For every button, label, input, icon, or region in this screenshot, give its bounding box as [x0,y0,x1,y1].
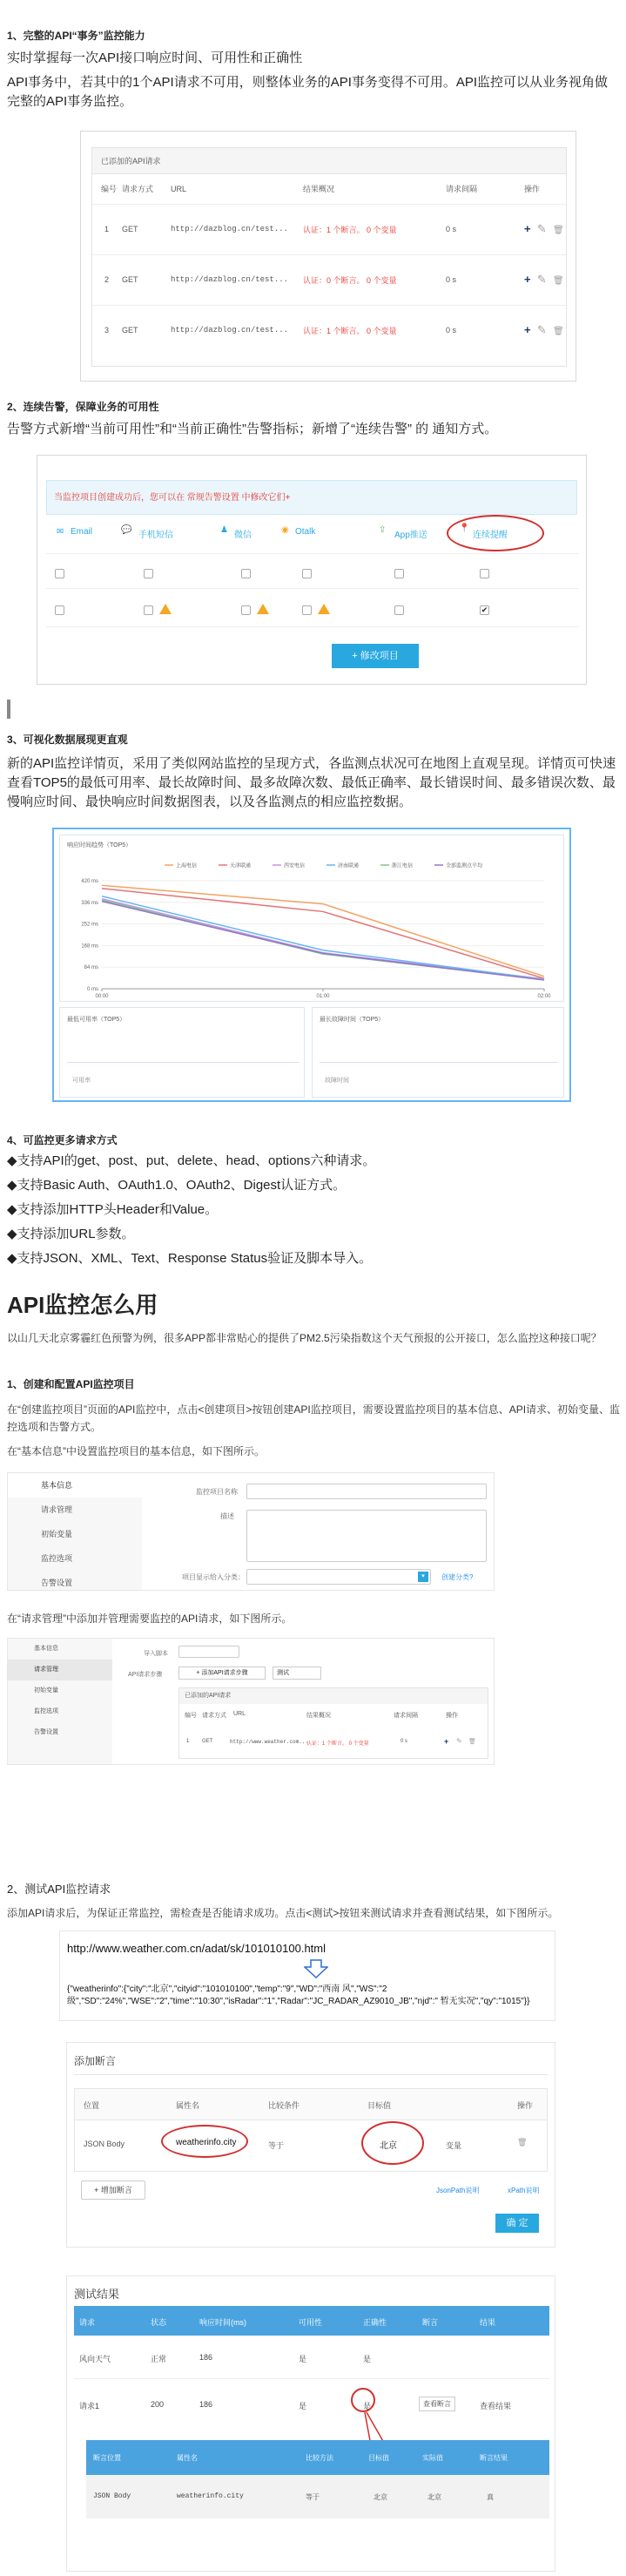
cell-method: GET [122,275,138,284]
y-tick-label: 0 ms [86,987,98,992]
checkbox[interactable] [394,605,404,615]
cell-interval: 0 s [446,225,457,233]
assert-result-row [86,2475,549,2519]
col-header: 比较方法 [306,2454,333,2462]
add-assertion-screenshot [66,2042,555,2248]
section-2-title: 2、连续告警，保障业务的可用性 [7,401,159,413]
highlight-circle [161,2125,248,2158]
cell-no: 3 [104,326,110,335]
warning-icon [159,604,172,614]
step-1-p: 在“创建监控项目”页面的API监控中，点击<创建项目>按钮创建API监控项目，需要设置监控项目的基本信息、API请求、初始变量、监控选项和告警方式。 [7,1403,621,1433]
checkbox[interactable] [55,569,64,578]
result-header [74,2306,549,2336]
marker [7,700,10,719]
col-header: 比较条件 [268,2101,300,2110]
result-row [74,2336,549,2379]
cell-interval: 0 s [446,275,457,284]
cell-url: http://www.weather.com... [230,1739,309,1745]
feature-item: ◆支持JSON、XML、Text、Response Status验证及脚本导入。 [7,1251,373,1266]
col-header: 属性名 [177,2454,198,2462]
x-tick-label: 00:00 [95,994,109,999]
channel-wechat[interactable]: 微信 [234,531,252,540]
request-url: http://www.weather.com.cn/adat/sk/101010100.html [67,1942,326,1955]
add-icon[interactable]: + [524,273,531,286]
section-1-p1: 实时掌握每一次API接口响应时间、可用性和正确性 [7,51,303,65]
feature-item: ◆支持添加HTTP头Header和Value。 [7,1202,219,1217]
col-header: 位置 [84,2101,100,2110]
table-row [92,204,566,254]
assert-result-header [86,2440,549,2475]
cell-url: http://dazblog.cn/test... [171,326,289,335]
col-header: 可用性 [299,2318,323,2327]
cell: 186 [199,2353,213,2362]
add-icon[interactable]: + [444,1737,449,1746]
add-step-button[interactable]: + 添加API请求步骤 [178,1667,266,1680]
delete-icon[interactable]: 🗑 [468,1739,476,1745]
nav-init-vars[interactable]: 初始变量 [34,1687,58,1694]
checkbox[interactable] [302,605,312,615]
col-header: 请求 [79,2318,96,2327]
add-icon[interactable]: + [524,222,531,235]
col-header: 结果概况 [303,185,335,194]
checkbox[interactable] [241,605,251,615]
cell-compare[interactable]: 等于 [268,2141,285,2150]
test-response-screenshot [59,1930,555,2021]
cell: 是 [299,2402,307,2410]
col-header: 断言 [422,2318,439,2327]
x-tick-label: 02:00 [537,994,551,999]
cell-method: GET [202,1739,213,1744]
channel-app[interactable]: App推送 [394,531,427,540]
edit-icon[interactable]: ✎ [536,222,547,235]
cell-method: GET [122,326,138,335]
table-caption: 已添加的API请求 [179,1688,488,1704]
col-header: 请求方式 [202,1713,226,1719]
legend-label: 西安电信 [284,863,306,869]
col-header: URL [171,184,187,193]
col-header: 断言结果 [480,2454,508,2462]
delete-icon[interactable]: 🗑 [517,2138,528,2147]
description-textarea[interactable] [246,1510,487,1562]
delete-icon[interactable]: 🗑 [552,327,564,337]
detail-page-screenshot [52,828,571,1102]
checkbox[interactable] [394,569,404,578]
assert-title: 添加断言 [74,2055,117,2067]
col-header: 属性名 [176,2101,200,2110]
howto-intro: 以山几天北京雾霾红色预警为例，很多APP都非常贴心的提供了PM2.5污染指数这个天气预报的公开接口，怎么监控这种接口呢？ [7,1332,602,1344]
checkbox[interactable] [302,569,312,578]
cell: 等于 [306,2493,320,2501]
highlight-circle [447,515,544,551]
section-2-p: 告警方式新增“当前可用性”和“当前正确性”告警指标；新增了“连续告警” 的 通知方式。 [7,422,498,436]
header-row [75,2089,547,2120]
availability-panel [59,1007,305,1098]
highlight-circle [361,2121,424,2165]
step-1-p3: 在“请求管理”中添加并管理需要监控的API请求，如下图所示。 [7,1613,293,1625]
test-result-screenshot [66,2275,555,2572]
col-header: 目标值 [367,2101,392,2110]
cell-summary: 认证：0 个断言。 0 个变量 [303,275,397,285]
warning-icon [318,604,330,614]
col-header: 响应时间(ms) [199,2318,246,2327]
cell: 是 [363,2355,372,2363]
panel-sub: 可用率 [72,1078,91,1084]
nav-alert-settings[interactable]: 告警设置 [41,1579,73,1587]
section-1-title: 1、完整的API“事务”监控能力 [7,30,145,42]
confirm-button[interactable]: 确 定 [495,2214,539,2233]
x-tick-label: 01:00 [316,994,330,999]
col-header: 编号 [101,185,118,194]
col-header: URL [233,1711,246,1717]
cell: 请求1 [79,2402,100,2410]
delete-icon[interactable]: 🗑 [552,276,564,286]
cell-method: GET [122,225,138,233]
nav-basic-info[interactable]: 基本信息 [34,1646,58,1652]
feature-item: ◆支持API的get、post、put、delete、head、options六种请求。 [7,1153,376,1168]
jsonpath-link[interactable]: JsonPath说明 [436,2187,480,2194]
cell: weatherinfo.city [177,2492,244,2500]
import-input[interactable] [178,1646,239,1658]
arrow-down-icon [304,1959,328,1978]
response-json: {"weatherinfo":{"city":"北京","cityid":"101010100","temp":"9","WD":"西南 风","WS":"2 级","SD":"24%","WSE":"2","time":"10:30","isRadar":"1","Radar":"JC_RADAR_AZ9010_JB","njd":" 暂无实况","qy":"1015"}} [67,1984,530,2006]
step-1-title: 1、创建和配置API监控项目 [7,1378,135,1390]
col-header: 操作 [524,185,541,194]
cell: 北京 [427,2493,441,2501]
cell: 真 [487,2493,494,2501]
feature-item: ◆支持Basic Auth、OAuth1.0、OAuth2、Digest认证方式。 [7,1178,347,1193]
checkbox[interactable] [241,569,251,578]
series-line [102,885,544,977]
col-header: 结果概况 [306,1713,331,1719]
col-header: 实际值 [422,2454,443,2462]
nav-init-vars[interactable]: 初始变量 [41,1530,73,1538]
checkbox[interactable] [480,569,489,578]
cell: 北京 [374,2493,387,2501]
panel-title: 最低可用率（TOP5） [67,1017,126,1023]
channel-email[interactable]: Email [71,527,93,537]
channel-continuous[interactable]: 连续提醒 [473,531,508,540]
label-category: 项目显示给入分类： [182,1573,245,1581]
nav-request-mgmt[interactable]: 请求管理 [8,1660,112,1680]
channel-otalk[interactable]: Otalk [295,527,316,537]
col-header: 断言位置 [93,2454,121,2462]
section-1-p2: API事务中，若其中的1个API请求不可用，则整体业务的API事务变得不可用。API监控可以从业务视角做完整的API事务监控。 [7,75,609,109]
pin-icon: 📍 [459,524,470,533]
assert-row [75,2120,547,2171]
step-2-title: 2、测试API监控请求 [7,1883,111,1896]
cell-no: 1 [104,225,110,233]
wechat-icon: ♟ [220,525,228,535]
col-header: 正确性 [363,2318,387,2327]
edit-icon[interactable]: ✎ [536,273,547,286]
fault-panel [312,1007,564,1098]
result-title: 测试结果 [74,2288,120,2301]
checkbox[interactable] [55,605,64,615]
cell-interval: 0 s [446,326,457,335]
label-description: 描述 [220,1512,234,1520]
cell: 200 [151,2400,165,2409]
panel-sub: 故障时间 [325,1078,349,1084]
cell-url: http://dazblog.cn/test... [171,225,289,233]
cell-summary: 认证：1 个断言。 0 个变量 [303,326,397,335]
email-icon: ✉ [57,527,64,537]
step-2-p: 添加API请求后，为保证正常监控，需检查是否能请求成功。点击<测试>按钮来测试请求并查看测试结果，如下图所示。 [7,1907,559,1919]
cell-attr[interactable]: weatherinfo.city [176,2138,237,2147]
view-result-link[interactable]: 查看结果 [480,2402,512,2410]
sms-icon: 💬 [121,525,132,535]
channel-sms[interactable]: 手机短信 [138,531,173,540]
legend-label: 济南联通 [338,863,360,869]
cell-position: JSON Body [84,2140,125,2148]
section-3-title: 3、可视化数据展现更直观 [7,734,128,746]
checkbox-checked[interactable]: ✔ [481,605,488,614]
col-header: 请求间隔 [446,185,478,194]
legend-label: 全部监测点平均 [446,863,483,869]
label-import: 导入脚本 [144,1651,168,1657]
checkbox[interactable] [144,605,153,615]
checkbox[interactable] [144,569,153,578]
edit-icon[interactable]: ✎ [536,323,547,337]
api-request-table-screenshot [80,131,576,382]
cell: JSON Body [93,2492,131,2500]
cell: 186 [199,2400,213,2409]
col-header: 操作 [446,1713,458,1719]
section-3-p: 新的API监控详情页，采用了类似网站监控的呈现方式，各监测点状况可在地图上直观呈现。详情页可快速查看TOP5的最低可用率、最长故障时间、最多故障次数、最低正确率、最长错误时间、最多错误次数、最慢响应时间、最快响应时间数据图表，以及各监测点的相应监控数据。 [7,756,616,809]
nav-basic-info[interactable]: 基本信息 [8,1473,142,1498]
step-1-p2: 在“基本信息”中设置监控项目的基本信息，如下图所示。 [7,1445,265,1457]
y-tick-label: 252 ms [81,922,98,928]
cell-summary: 认证：1 个断言。 0 个变量 [303,225,397,234]
cell-target[interactable]: 北京 [380,2141,397,2151]
col-header: 状态 [151,2318,167,2327]
label-project-name: 监控项目名称 [196,1488,238,1496]
otalk-icon: ◉ [281,525,289,535]
create-category-link[interactable]: 创建分类? [441,1573,474,1581]
col-header: 请求方式 [122,185,154,194]
legend-label: 浙江电信 [392,863,414,869]
nav-monitor-opts[interactable]: 监控选项 [34,1708,58,1714]
add-icon[interactable]: + [524,323,531,337]
warning-icon [257,604,269,614]
delete-icon[interactable]: 🗑 [552,226,564,235]
test-button[interactable]: 测试 [273,1667,321,1680]
app-push-icon: ⇪ [379,525,387,535]
legend-label: 上海电信 [176,863,198,869]
section-4-title: 4、可监控更多请求方式 [7,1134,118,1146]
legend-label: 天津联通 [230,863,252,869]
cell-url: http://dazblog.cn/test... [171,275,289,284]
view-assertion-button[interactable]: 查看断言 [419,2397,455,2411]
highlight-circle [351,2388,375,2412]
cell-interval: 0 s [401,1739,408,1744]
add-assertion-button[interactable]: + 增加断言 [81,2180,145,2200]
alert-banner: 当监控项目创建成功后，您可以在 常规告警设置 中修改它们+ [46,480,577,515]
chart-title: 响应时间趋势（TOP5） [67,842,132,849]
chevron-down-icon: ▾ [418,1572,428,1582]
y-tick-label: 168 ms [81,943,98,950]
col-header: 目标值 [368,2454,389,2462]
y-tick-label: 336 ms [81,900,98,906]
howto-title: API监控怎么用 [7,1292,158,1318]
cell-summary: 认证：1 个断言。 0 个变量 [306,1741,369,1747]
basic-info-screenshot [7,1472,495,1591]
request-mgmt-screenshot [7,1638,495,1765]
nav-alert-settings[interactable]: 告警设置 [34,1729,58,1735]
result-row [74,2379,549,2433]
category-select[interactable] [246,1569,431,1585]
xpath-link[interactable]: xPath说明 [508,2187,540,2194]
cell: 是 [363,2402,372,2410]
table-row [92,305,566,355]
project-name-input[interactable] [246,1484,487,1499]
cell: 风向天气 [79,2355,111,2363]
edit-project-button[interactable]: + 修改项目 [332,644,419,668]
line-chart-panel [59,835,564,1002]
feature-item: ◆支持添加URL参数。 [7,1227,135,1241]
edit-icon[interactable]: ✎ [456,1737,462,1745]
series-line [102,902,544,980]
y-tick-label: 84 ms [84,965,98,971]
col-header: 操作 [517,2101,534,2110]
label-steps: API请求步骤 [128,1672,163,1678]
cell-no: 2 [104,275,110,284]
col-header: 请求间隔 [394,1713,418,1719]
col-header: 结果 [480,2318,496,2327]
col-header: 编号 [185,1713,197,1719]
cell: 是 [299,2355,307,2363]
cell-no: 1 [186,1739,190,1744]
y-tick-label: 420 ms [81,879,98,884]
alert-settings-screenshot [37,455,587,685]
panel-title: 最长故障时间（TOP5） [320,1017,385,1023]
cell: 正常 [151,2355,167,2363]
line-chart [60,835,565,1003]
table-caption: 已添加的API请求 [92,148,566,174]
cell-type[interactable]: 变量 [446,2141,462,2150]
nav-request-mgmt[interactable]: 请求管理 [41,1505,73,1514]
table-row [92,254,566,305]
nav-monitor-opts[interactable]: 监控选项 [41,1554,73,1563]
